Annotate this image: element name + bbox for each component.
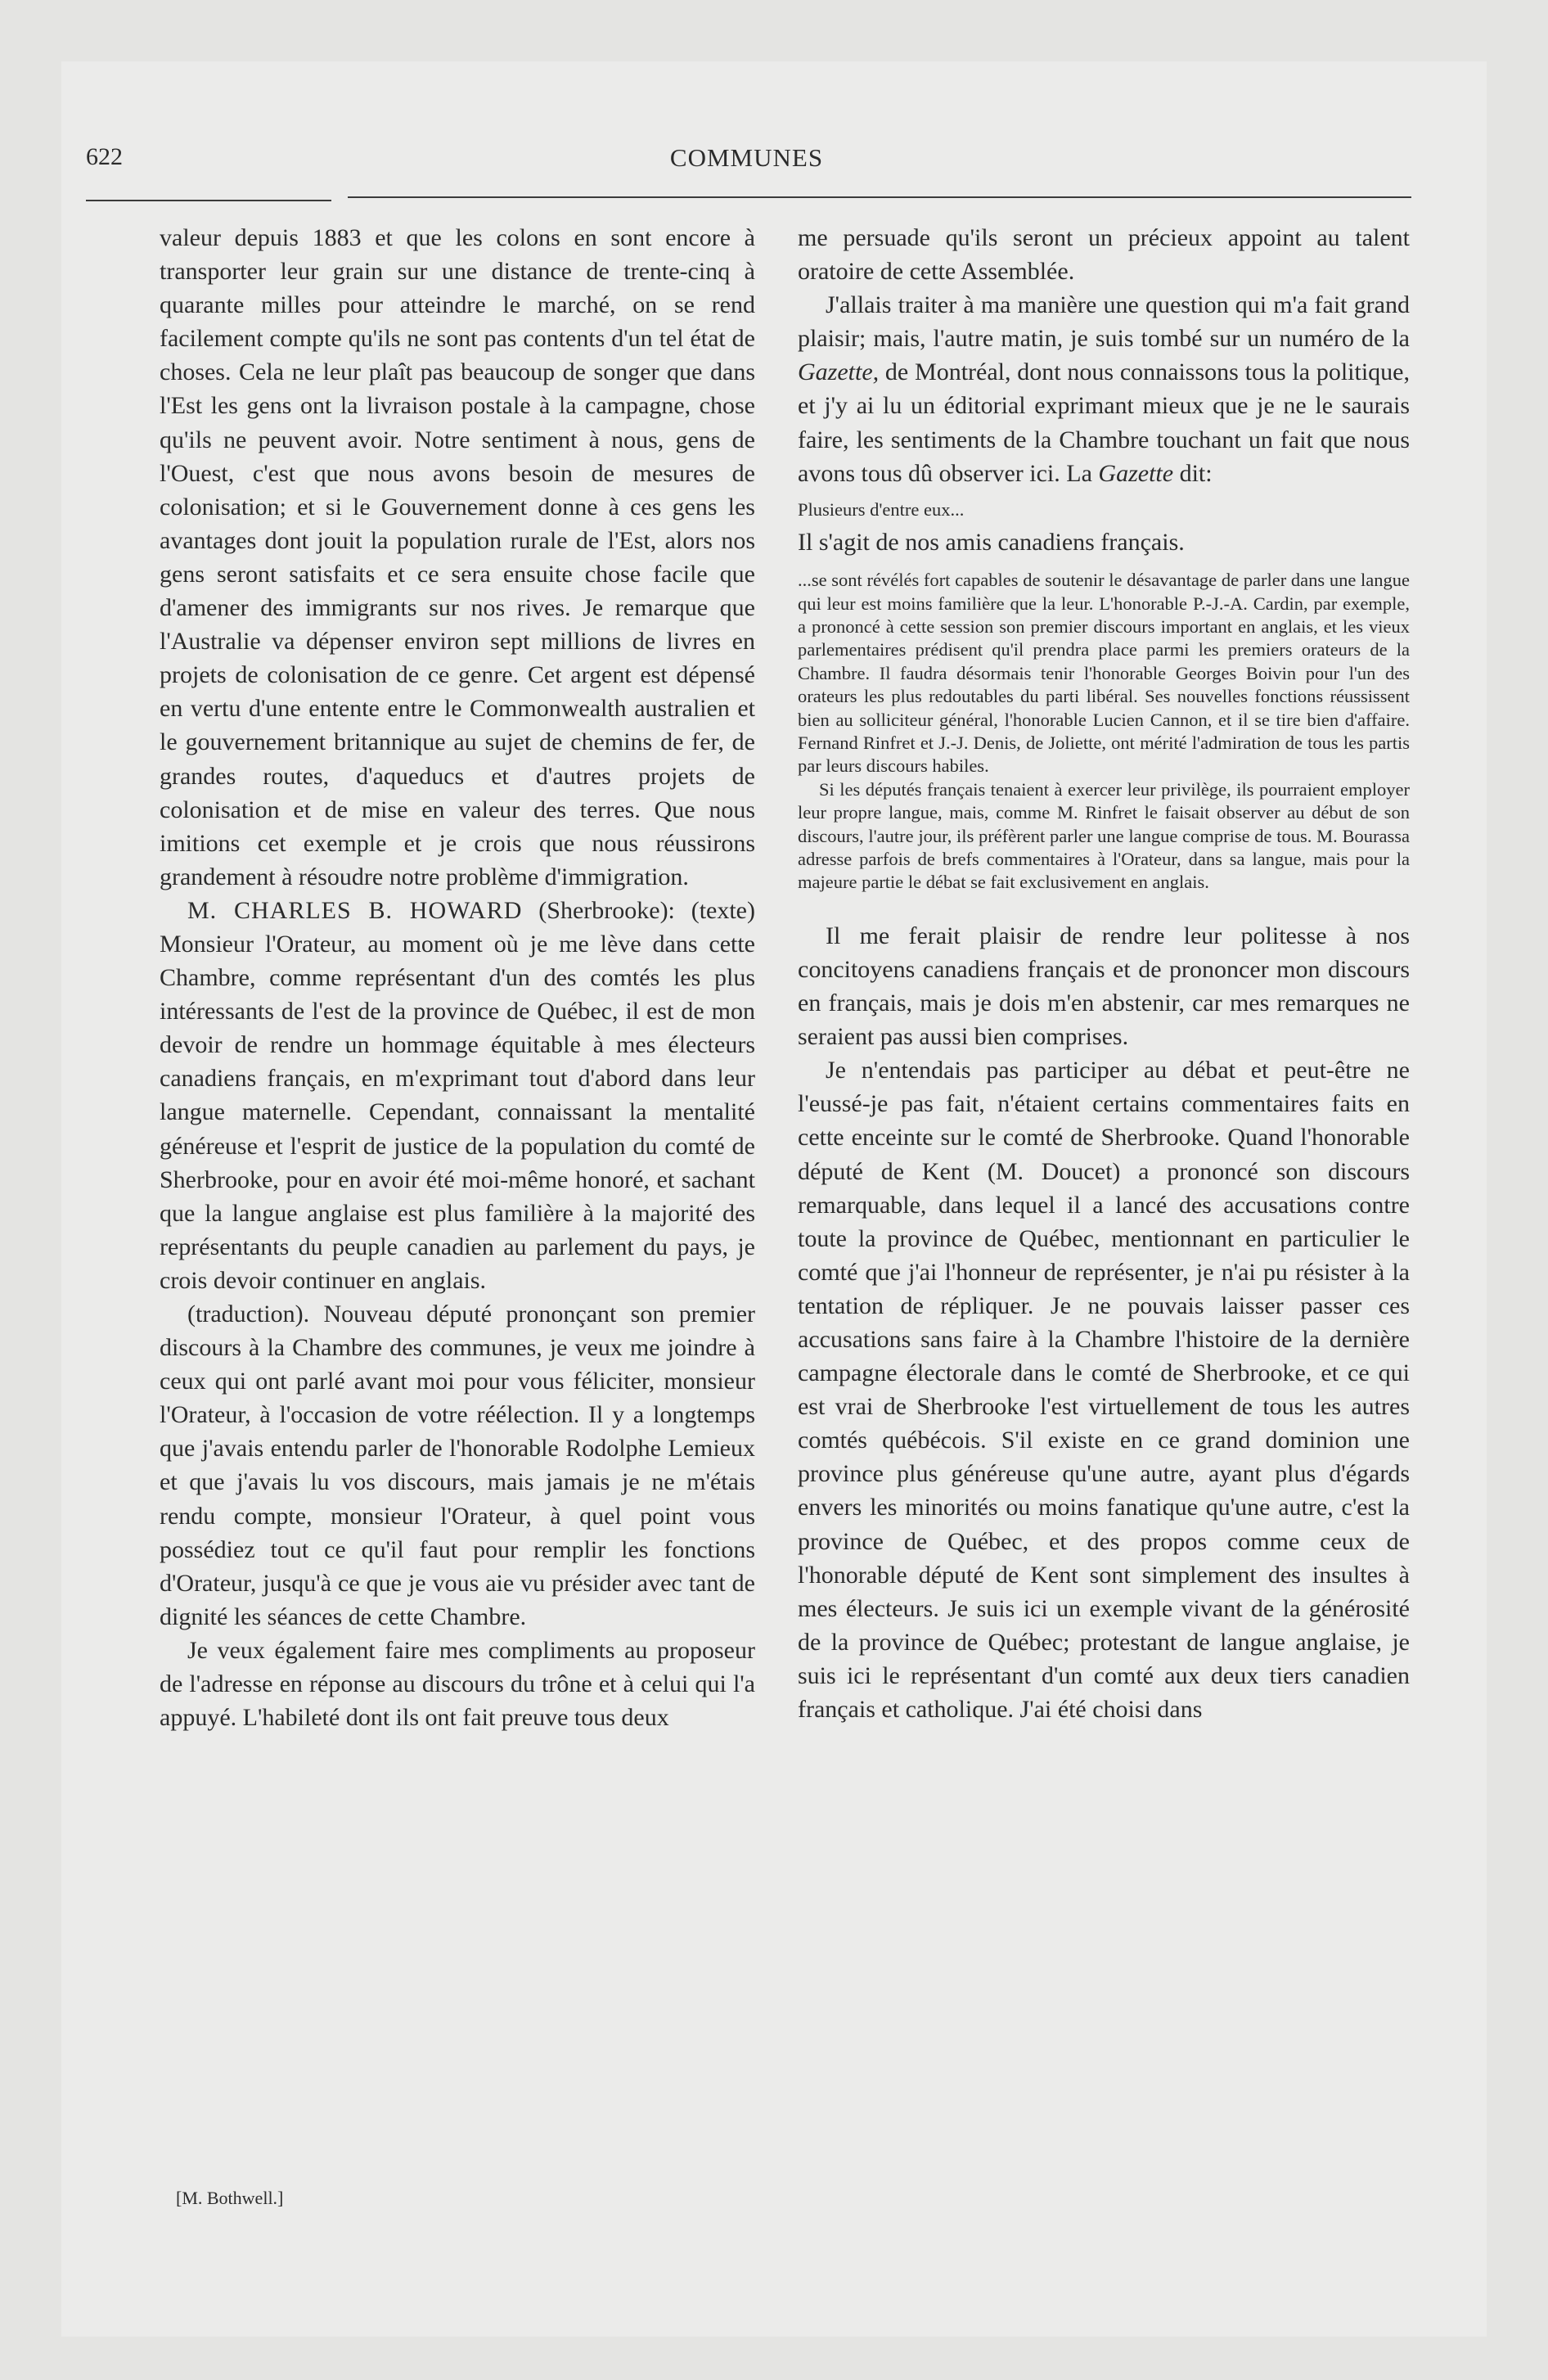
right-paragraph-4: Je n'entendais pas participer au débat et peut-être ne l'eussé-je pas fait, n'étaient certains commentaires faits en cette enceinte sur le comté de Sherbrooke. Quand l'honorable député de Kent (M. Doucet) a prononcé son discours remarquable, dans lequel il a lancé des accusations contre toute la province de Québec, mentionnant en particulier le comté que j'ai l'honneur de représenter, je n'ai pu résister à la tentation de répliquer. Je ne pouvais laisser passer ces accusations sans faire à la Chambre l'histoire de la dernière campagne électorale dans le comté de Sherbrooke, et ce qui est vrai de Sherbrooke l'est virtuellement de tous les autres comtés québécois. S'il existe en ce grand dominion une province plus généreuse qu'une autre, ayant plus d'égards envers les minorités ou moins fanatique qu'une autre, c'est la province de Québec, et des propos comme ceux de l'honorable député de Kent sont simplement des insultes à mes électeurs. Je suis ici un exemple vivant de la générosité de la province de Québec; protestant de langue anglaise, je suis ici le représentant d'un comté aux deux tiers canadien français et catholique. J'ai été choisi dans: [798, 1057, 1410, 1723]
left-paragraph-4: Je veux également faire mes compliments au proposeur de l'adresse en réponse au discours du trône et à celui qui l'a appuyé. L'habileté dont ils ont fait preuve tous deux: [160, 1636, 755, 1732]
right-paragraph-1: me persuade qu'ils seront un précieux appoint au talent oratoire de cette Assemblée.: [798, 224, 1410, 286]
gazette-title-2: Gazette: [1098, 459, 1174, 487]
quote-main-line: Il s'agit de nos amis canadiens français.: [798, 529, 1185, 557]
left-paragraph-1: valeur depuis 1883 et que les colons en sont encore à transporter leur grain sur une distance de trente-cinq à quarante milles pour atteindre le marché, on se rend facilement compte qu'ils ne sont pas contents d'un tel état de choses. Cela ne leur plaît pas beaucoup de songer que dans l'Est les gens ont la livraison postale à la campagne, chose qu'ils ne peuvent avoir. Notre sentiment à nous, gens de l'Ouest, c'est que nous avons besoin de mesures de colonisation; et si le Gouvernement donne à ces gens les avantages dont jouit la population rurale de l'Est, alors nos gens seront satisfaits et ce sera ensuite chose facile que d'amener des immigrants sur nos rives. Je remarque que l'Australie va dépenser environ sept millions de livres en projets de colonisation de ce genre. Cet argent est dépensé en vertu d'une entente entre le Commonwealth australien et le gouvernement britannique au sujet de chemins de fer, de grandes routes, d'aqueducs et d'autres projets de colonisation et de mise en valeur des terres. Que nous imitions cet exemple et je crois que nous réussirons grandement à résoudre notre problème d'immigration.: [160, 224, 755, 890]
speaker-name: M. CHARLES B. HOWARD: [187, 896, 523, 924]
spacer: [798, 490, 1410, 498]
running-title: COMMUNES: [669, 143, 824, 172]
page-number: 622: [86, 143, 123, 170]
header-rule-long: [348, 196, 1411, 198]
header-rule-short: [86, 200, 331, 201]
right-paragraph-2-text-a: J'allais traiter à ma manière une question qui m'a fait grand plaisir; mais, l'autre matin, je suis tombé sur un numéro de la: [798, 291, 1410, 353]
right-paragraph-2-text-b: de Montréal, dont nous connaissons tous la politique, et j'y ai lu un éditorial exprimant mieux que je ne le saurais faire, les sentiments de la Chambre touchant un fait que nous avons tous dû observer ici. La: [798, 358, 1410, 487]
quote-paragraph-2: Si les députés français tenaient à exercer leur privilège, ils pourraient employer leur propre langue, mais, comme M. Rinfret le faisait observer au début de son discours, l'autre jour, ils préfèrent parler une langue comprise de tous. M. Bourassa adresse parfois de brefs commentaires à l'Orateur, dans sa langue, mais pour la majeure partie le débat se fait exclusivement en anglais.: [798, 778, 1410, 893]
gazette-title: Gazette,: [798, 358, 880, 386]
speaker-text: (Sherbrooke): (texte) Monsieur l'Orateur, au moment où je me lève dans cette Chambre, comme représentant d'un des comtés les plus intéressants de l'est de la province de Québec, il est de mon devoir de rendre un hommage équitable à mes électeurs canadiens français, en m'exprimant tout d'abord dans leur langue maternelle. Cependant, connaissant la mentalité généreuse et l'esprit de justice de la population du comté de Sherbrooke, pour en avoir été moi-même honoré, et sachant que la langue anglaise est plus familière à la majorité des représentants du peuple canadien au parlement du pays, je crois devoir continuer en anglais.: [160, 896, 755, 1294]
quote-intro: Plusieurs d'entre eux...: [798, 498, 965, 520]
page-header: [86, 143, 1407, 176]
right-column: [798, 221, 1410, 1726]
footer-reference: [M. Bothwell.]: [176, 2188, 284, 2208]
left-paragraph-2: [160, 894, 755, 1297]
quote-paragraph-1: ...se sont révélés fort capables de soutenir le désavantage de parler dans une langue qui leur est moins familière que la leur. L'honorable P.-J.-A. Cardin, par exemple, a prononcé à cette session son premier discours important en anglais, et les vieux parlementaires prédisent qu'il prendra place parmi les premiers orateurs de la Chambre. Il faudra désormais tenir l'honorable Georges Boivin pour l'un des orateurs les plus redoutables du parti libéral. Ses nouvelles fonctions réussissent bien au solliciteur général, l'honorable Lucien Cannon, et il se tire bien d'affaire. Fernand Rinfret et J.-J. Denis, de Joliette, ont mérité l'admiration de tous les partis par leurs discours habiles.: [798, 570, 1410, 777]
right-paragraph-2-text-c: dit:: [1173, 459, 1213, 487]
left-paragraph-3: (traduction). Nouveau député prononçant son premier discours à la Chambre des communes, je veux me joindre à ceux qui ont parlé avant moi pour vous féliciter, monsieur l'Orateur, à l'occasion de votre réélection. Il y a longtemps que j'avais entendu parler de l'honorable Rodolphe Lemieux et que j'avais lu vos discours, mais jamais je ne m'étais rendu compte, monsieur l'Orateur, à quel point vous possédiez tout ce qu'il faut pour remplir les fonctions d'Orateur, jusqu'à ce que je vous aie vu présider avec tant de dignité les séances de cette Chambre.: [160, 1300, 755, 1630]
right-paragraph-3: Il me ferait plaisir de rendre leur politesse à nos concitoyens canadiens français et de prononcer mon discours en français, mais je dois m'en abstenir, car mes remarques ne seraient pas aussi bien comprises.: [798, 922, 1410, 1051]
spacer: [798, 561, 1410, 569]
left-column: [160, 221, 755, 1734]
right-paragraph-2: [798, 288, 1410, 490]
spacer: [798, 895, 1410, 919]
